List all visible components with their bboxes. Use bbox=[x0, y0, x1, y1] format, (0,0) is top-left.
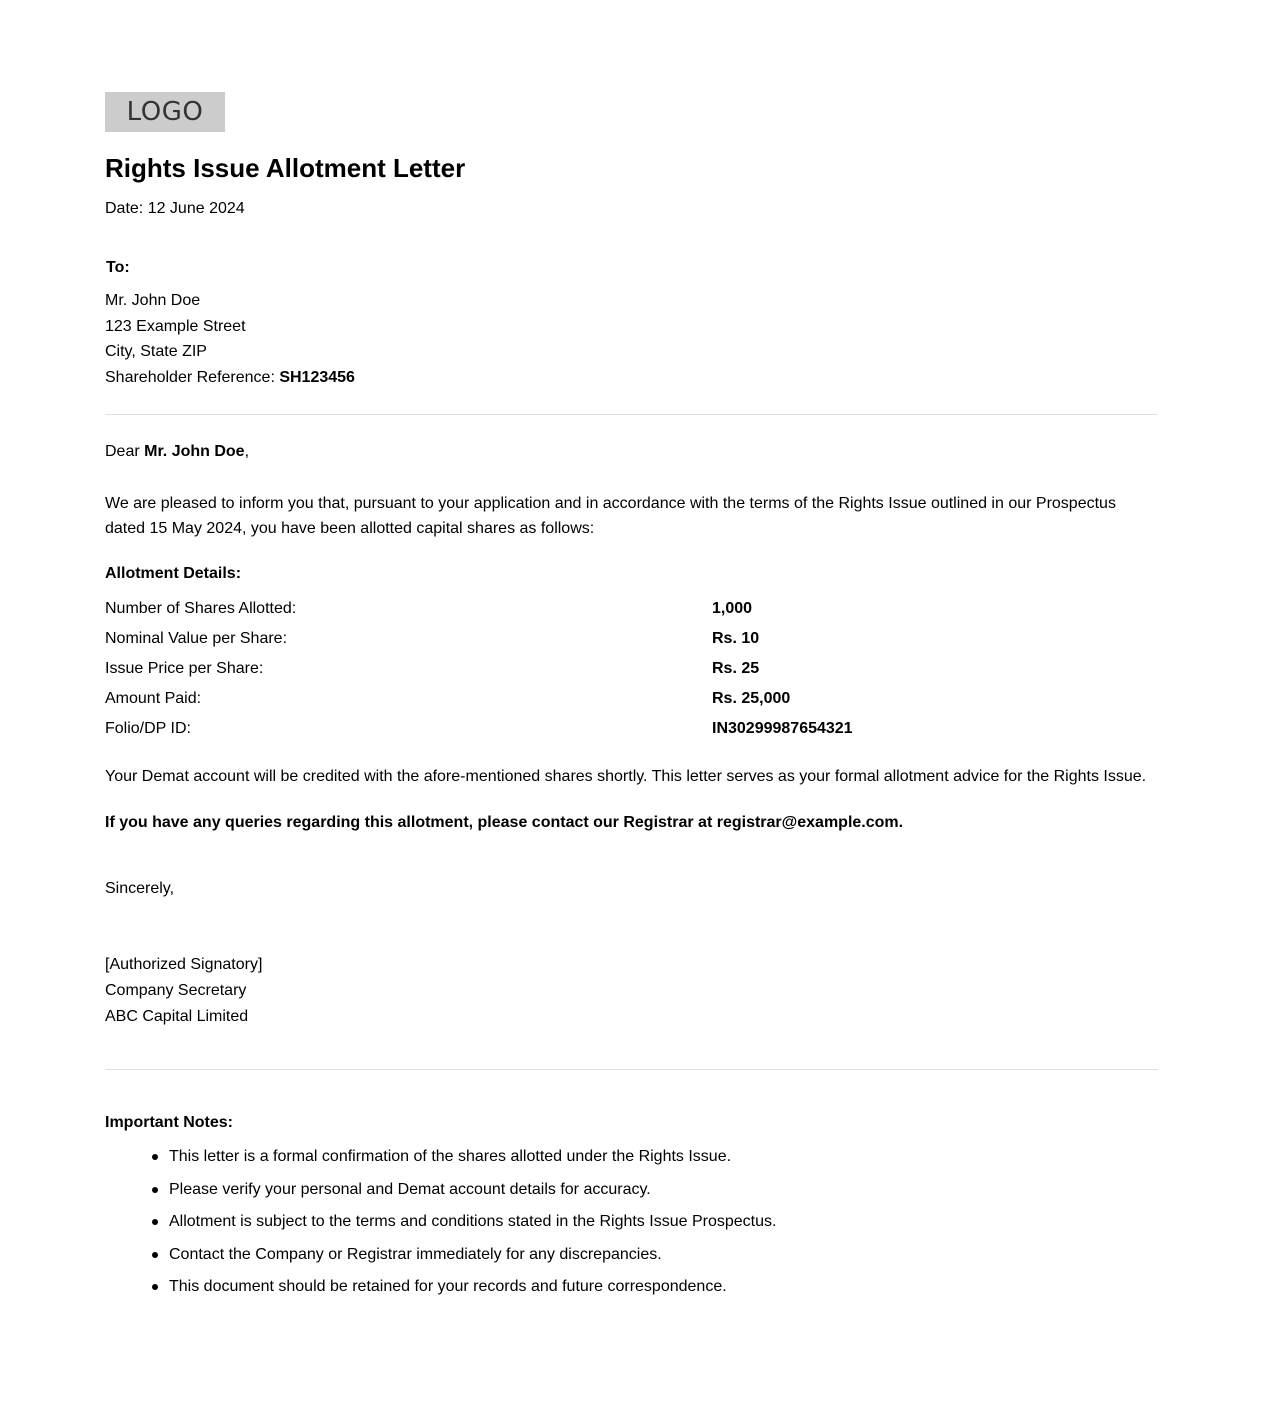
detail-value: 1,000 bbox=[712, 600, 753, 617]
signatory-company: ABC Capital Limited bbox=[105, 1008, 249, 1025]
to-label: To: bbox=[106, 259, 130, 276]
bullet-icon bbox=[152, 1252, 158, 1258]
list-item bbox=[105, 1144, 776, 1177]
bullet-icon bbox=[152, 1284, 158, 1290]
letter-date: Date: 12 June 2024 bbox=[105, 200, 245, 217]
list-item bbox=[105, 1177, 776, 1210]
detail-row-folio-id bbox=[105, 714, 1158, 744]
credit-note: Your Demat account will be credited with the afore-mentioned shares shortly. This letter serves as your formal allotment advice for the Rights Issue. bbox=[105, 768, 1147, 785]
allotment-letter bbox=[105, 92, 1158, 1295]
list-item bbox=[105, 1209, 776, 1242]
divider bbox=[105, 414, 1158, 415]
divider bbox=[105, 1069, 1158, 1070]
detail-label: Number of Shares Allotted: bbox=[105, 600, 297, 617]
detail-row-issue-price bbox=[105, 654, 1158, 684]
detail-label: Nominal Value per Share: bbox=[105, 630, 288, 647]
signatory-designation: Company Secretary bbox=[105, 982, 247, 999]
company-logo: LOGO bbox=[105, 92, 225, 132]
bullet-icon bbox=[152, 1219, 158, 1225]
bullet-icon bbox=[152, 1187, 158, 1193]
recipient-city: City, State ZIP bbox=[105, 343, 207, 361]
detail-row-shares bbox=[105, 594, 1158, 624]
detail-value: Rs. 25,000 bbox=[712, 690, 791, 707]
recipient-address bbox=[105, 288, 355, 391]
salutation bbox=[105, 442, 249, 462]
detail-label: Folio/DP ID: bbox=[105, 720, 191, 737]
detail-value: IN30299987654321 bbox=[712, 720, 853, 737]
list-item bbox=[105, 1274, 776, 1307]
shareholder-reference bbox=[105, 365, 355, 391]
detail-label: Issue Price per Share: bbox=[105, 660, 264, 677]
intro-paragraph: We are pleased to inform you that, pursuant to your application and in accordance with the terms of the Rights Issue outlined in our Prospectus dated 15 May 2024, you have been allotted capital shares as follows: bbox=[105, 495, 1116, 537]
bullet-icon bbox=[152, 1154, 158, 1160]
detail-label: Amount Paid: bbox=[105, 690, 202, 707]
shareholder-reference-value: SH123456 bbox=[279, 369, 355, 387]
allotment-details-heading: Allotment Details: bbox=[105, 565, 242, 582]
recipient-street: 123 Example Street bbox=[105, 317, 246, 335]
recipient-name: Mr. John Doe bbox=[105, 292, 201, 309]
allotment-details-table bbox=[105, 594, 1158, 744]
note-text: Contact the Company or Registrar immediately for any discrepancies. bbox=[169, 1245, 662, 1263]
important-notes-heading: Important Notes: bbox=[105, 1114, 233, 1131]
salutation-name: Mr. John Doe bbox=[144, 443, 245, 460]
queries-note: If you have any queries regarding this allotment, please contact our Registrar at registrar@example.com. bbox=[105, 814, 904, 831]
closing-sincerely: Sincerely, bbox=[105, 880, 175, 897]
note-text: Allotment is subject to the terms and conditions stated in the Rights Issue Prospectus. bbox=[169, 1213, 777, 1230]
salutation-comma: , bbox=[244, 443, 250, 460]
detail-value: Rs. 10 bbox=[712, 630, 760, 647]
important-notes-list bbox=[105, 1144, 776, 1307]
signatory-block bbox=[105, 952, 262, 1030]
detail-value: Rs. 25 bbox=[712, 660, 760, 677]
note-text: Please verify your personal and Demat account details for accuracy. bbox=[169, 1180, 651, 1198]
shareholder-reference-label: Shareholder Reference: bbox=[105, 369, 280, 387]
list-item bbox=[105, 1242, 776, 1275]
note-text: This document should be retained for your records and future correspondence. bbox=[169, 1278, 727, 1295]
page-title: Rights Issue Allotment Letter bbox=[105, 153, 466, 183]
signatory-name: [Authorized Signatory] bbox=[105, 956, 263, 973]
note-text: This letter is a formal confirmation of the shares allotted under the Rights Issue. bbox=[169, 1148, 732, 1165]
detail-row-nominal-value bbox=[105, 624, 1158, 654]
detail-row-amount-paid bbox=[105, 684, 1158, 714]
salutation-dear: Dear bbox=[105, 443, 145, 460]
